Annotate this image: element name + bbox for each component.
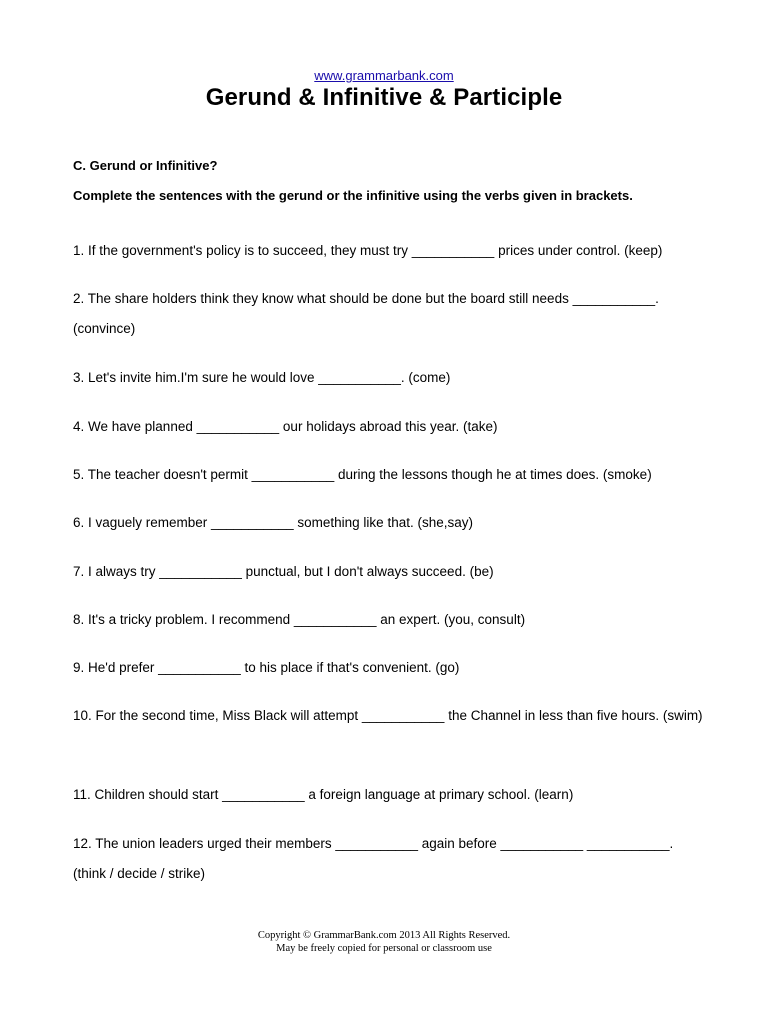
footer-copyright: Copyright © GrammarBank.com 2013 All Rights Reserved. bbox=[257, 930, 511, 941]
instructions: Complete the sentences with the gerund or the infinitive using the verbs given in brackets. bbox=[73, 188, 633, 203]
question-item: 5. The teacher doesn't permit ___________ during the lessons though he at times does. (smoke) bbox=[73, 467, 652, 482]
question-item: 7. I always try ___________ punctual, but I don't always succeed. (be) bbox=[73, 564, 494, 579]
footer-usage: May be freely copied for personal or classroom use bbox=[276, 943, 492, 954]
question-item: 3. Let's invite him.I'm sure he would love ___________. (come) bbox=[73, 370, 451, 385]
question-item: 6. I vaguely remember ___________ something like that. (she,say) bbox=[73, 515, 473, 530]
footer bbox=[0, 929, 768, 955]
question-item: 8. It's a tricky problem. I recommend ___________ an expert. (you, consult) bbox=[73, 612, 526, 627]
question-item: 9. He'd prefer ___________ to his place if that's convenient. (go) bbox=[73, 660, 460, 675]
question-item: 10. For the second time, Miss Black will attempt ___________ the Channel in less than five hours. (swim) bbox=[73, 708, 703, 723]
question-item: 4. We have planned ___________ our holidays abroad this year. (take) bbox=[73, 419, 498, 434]
question-item: 1. If the government's policy is to succeed, they must try ___________ prices under control. (keep) bbox=[73, 243, 663, 258]
page-title: Gerund & Infinitive & Participle bbox=[205, 84, 563, 111]
question-item: 12. The union leaders urged their members ___________ again before ___________ ___________. (think / decide / strike) bbox=[73, 836, 674, 881]
section-heading: C. Gerund or Infinitive? bbox=[73, 158, 218, 173]
question-item: 2. The share holders think they know what should be done but the board still needs ___________. (convince) bbox=[73, 291, 659, 336]
site-link[interactable]: www.grammarbank.com bbox=[314, 68, 454, 83]
question-item: 11. Children should start ___________ a foreign language at primary school. (learn) bbox=[73, 787, 574, 802]
